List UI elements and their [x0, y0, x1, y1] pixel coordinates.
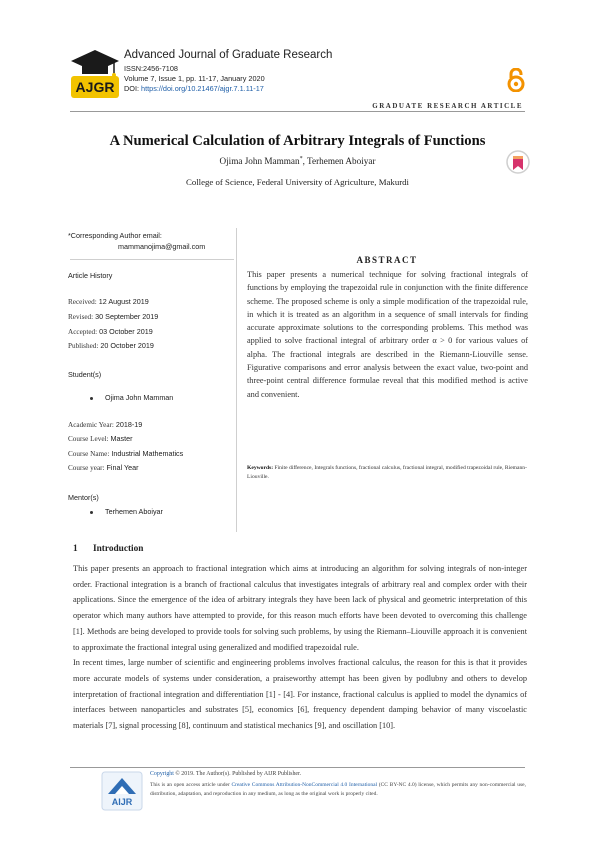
course-year: Course year: Final Year: [68, 463, 139, 472]
crossmark-icon[interactable]: [506, 150, 530, 180]
doi-label: DOI:: [124, 84, 139, 93]
journal-title: Advanced Journal of Graduate Research: [124, 49, 333, 61]
footer-divider: [70, 767, 525, 768]
svg-text:AIJR: AIJR: [111, 797, 133, 807]
course-name: Course Name: Industrial Mathematics: [68, 449, 184, 458]
bullet-icon: [90, 397, 93, 400]
open-access-icon[interactable]: [506, 68, 526, 92]
history-received: Received: 12 August 2019: [68, 297, 149, 306]
abstract-heading: ABSTRACT: [356, 255, 418, 265]
svg-text:AJGR: AJGR: [75, 79, 115, 95]
article-history-heading: Article History: [68, 271, 113, 280]
sidebar-divider: [70, 259, 234, 260]
keywords-label: Keywords:: [247, 465, 274, 471]
course-level: Course Level: Master: [68, 434, 133, 443]
copyright-link[interactable]: Copyright: [150, 771, 174, 777]
issn: ISSN:2456-7108: [124, 64, 178, 73]
journal-logo: [70, 48, 120, 100]
article-type: GRADUATE RESEARCH ARTICLE: [372, 102, 523, 110]
volume-info: Volume 7, Issue 1, pp. 11-17, January 2020: [124, 74, 265, 83]
affiliation: College of Science, Federal University of Agriculture, Makurdi: [185, 177, 410, 187]
license-link[interactable]: Creative Commons Attribution-NonCommercial 4.0 International: [231, 782, 378, 788]
list-item: Terhemen Aboiyar: [90, 507, 163, 516]
paper-title: A Numerical Calculation of Arbitrary Integrals of Functions: [109, 133, 486, 149]
list-item: Ojima John Mamman: [90, 393, 173, 402]
author-primary: Ojima John Mamman: [219, 156, 300, 167]
mentors-heading: Mentor(s): [68, 493, 99, 502]
history-published: Published: 20 October 2019: [68, 341, 154, 350]
header-divider: [70, 111, 525, 112]
bullet-icon: [90, 511, 93, 514]
section-heading-introduction: [73, 544, 143, 554]
paragraph: In recent times, large number of scientific and engineering problems involves fractional calculus, the reason for this is that it provides more accurate models of systems under consideration, a praiseworthy attempt has been given by podlubny and others to develop interpretation of fractional integration and differentiation [1] - [4]. For instance, fractional calculus is applied to model the dynamics of interfaces between nanoparticles and substrates [5], economics [6], frequency dependent damping behavior of many viscoelastic materials [7], signal processing [8], continuum and statistical mechanics [9], and oscillation [10].: [73, 658, 527, 731]
sidebar-vertical-divider: [236, 228, 237, 532]
course-academic-year: Academic Year: 2018-19: [68, 420, 143, 429]
footer-copyright: Copyright © 2019. The Author(s). Published by AIJR Publisher.: [150, 771, 302, 777]
keywords-list: Finite difference, Integrals functions, fractional calculus, fractional integral, modified trapezoidal rule, Riemann-Liouville.: [247, 465, 527, 480]
history-accepted: Accepted: 03 October 2019: [68, 327, 153, 336]
students-heading: Student(s): [68, 370, 102, 379]
publisher-logo: [100, 770, 144, 812]
publisher-logo-icon: [100, 770, 144, 812]
footer-license: This is an open access article under Creative Commons Attribution-NonCommercial 4.0 International (CC BY-NC 4.0) license, which permits any non-commercial use, distribution, adaptation, and reproduction in any medium, as long as the original work is properly cited.: [150, 782, 526, 797]
author-secondary: , Terhemen Aboiyar: [302, 156, 376, 167]
doi-link[interactable]: https://doi.org/10.21467/ajgr.7.1.11-17: [141, 84, 264, 93]
paragraph: This paper presents an approach to fractional integration which aims at introducing an algorithm for solving integrals of non-integer order. Fractional integration is a branch of fractional calculus that investigates integrals of arbitrary real and complex order with their applications. Since the emergence of the idea of arbitrary integrals they have been lack of physical and geometric interpretation of this operator which many authors have attempted to provide, for this reason much efforts have been devoted to overcoming this challenge [1]. Methods are being developed to provide tools for solving such problems, by using the Riemann–Liouville approach it is convenient to approximate the fractional integral using generalized and modified trapezoidal rule.: [73, 564, 527, 652]
corresponding-email[interactable]: mammanojima@gmail.com: [118, 242, 206, 251]
keywords: [247, 464, 528, 482]
corresponding-mark: *: [299, 156, 303, 162]
section-number: 1: [73, 544, 78, 554]
corresponding-label: *Corresponding Author email:: [68, 231, 162, 240]
introduction-body: [73, 561, 527, 734]
history-revised: Revised: 30 September 2019: [68, 312, 159, 321]
abstract-body: This paper presents a numerical technique for solving fractional integrals of functions by employing the trapezoidal rule in conjunction with the finite difference scheme. The proposed scheme is only a simple modification of the trapezoidal rule, in which it is treated as an algorithm in a sequence of small intervals for finding accurate approximate solutions to the corresponding problems. This method was applied to solve fractional integral of arbitrary order α > 0 for various values of alpha. The fractional integrals are described in the Riemann-Liouville sense. Figurative comparisons and error analysis between the exact value, two-point and three-point central difference formulae reveal that this modified method is active and convenient.: [247, 270, 528, 399]
section-title: Introduction: [93, 544, 144, 554]
doi: [124, 84, 264, 93]
graduation-cap-icon: [70, 48, 120, 100]
